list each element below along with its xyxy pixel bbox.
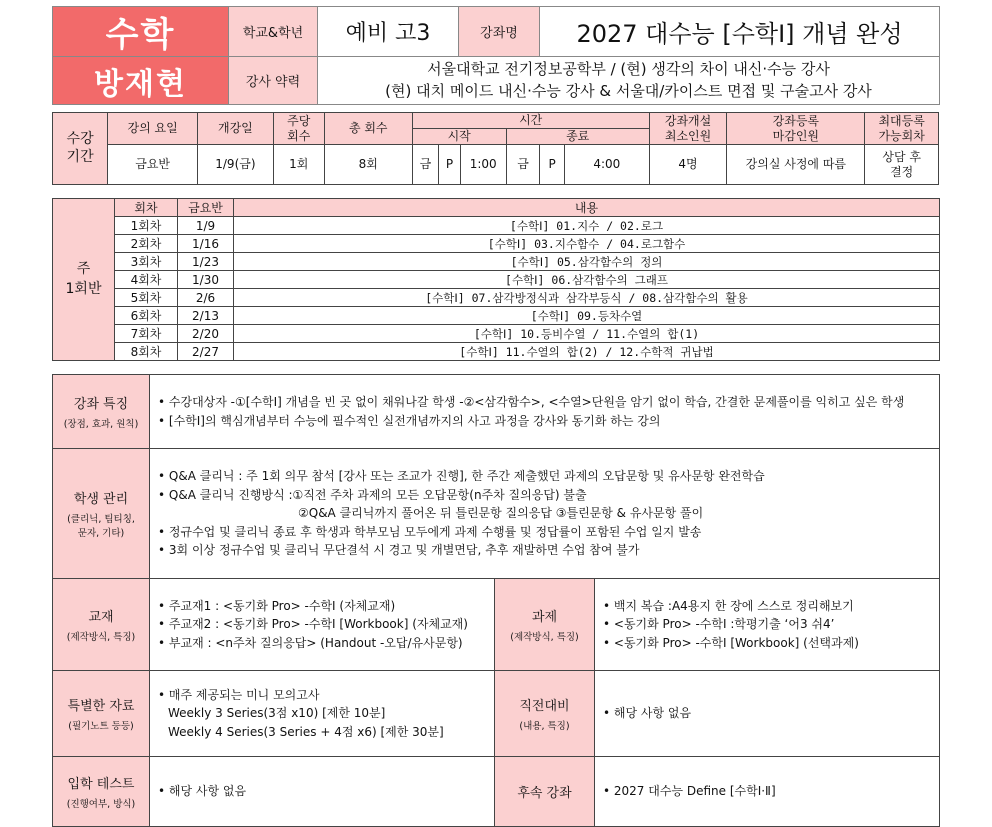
table-row [53, 289, 940, 307]
content-cell: [수학Ⅰ] 09.등차수열 [234, 307, 940, 325]
content-cell: [수학Ⅰ] 01.지수 / 02.로그 [234, 217, 940, 235]
special-label [53, 671, 150, 757]
date-cell: 2/6 [178, 289, 234, 307]
features-label-sub: (장점, 효과, 원칙) [63, 419, 139, 430]
close-header: 강좌등록 마감인원 [727, 113, 865, 145]
table-row [53, 307, 940, 325]
features-label [53, 375, 150, 449]
time-header: 시간 [412, 113, 649, 129]
prep-body [595, 671, 940, 757]
session-cell: 5회차 [115, 289, 178, 307]
content-header: 내용 [234, 199, 940, 217]
entrance-label-main: 입학 테스트 [67, 777, 135, 792]
entrance-line: • 해당 사항 없음 [158, 782, 486, 801]
followup-body [595, 757, 940, 827]
special-body [150, 671, 495, 757]
followup-label-main: 후속 강좌 [517, 786, 572, 801]
entrance-label-sub: (진행여부, 방식) [66, 799, 136, 810]
special-label-main: 특별한 자료 [67, 699, 135, 714]
homework-line: • <동기화 Pro> -수학Ⅰ :학평기출 ‘어3 쉬4’ [603, 615, 931, 634]
end-ampm-value: P [540, 145, 565, 185]
per-week-header: 주당 회수 [273, 113, 324, 145]
start-date-value: 1/9(금) [198, 145, 274, 185]
session-cell: 6회차 [115, 307, 178, 325]
date-cell: 1/9 [178, 217, 234, 235]
features-label-main: 강좌 특징 [73, 397, 129, 412]
day-header: 금요반 [178, 199, 234, 217]
details-table [52, 374, 940, 827]
end-time-value: 4:00 [564, 145, 649, 185]
management-body [150, 449, 940, 579]
session-cell: 2회차 [115, 235, 178, 253]
features-body [150, 375, 940, 449]
total-header: 총 회수 [324, 113, 412, 145]
table-row [53, 271, 940, 289]
prep-label [495, 671, 595, 757]
bio-label: 강사 약력 [229, 57, 318, 105]
course-title: 2027 대수능 [수학Ⅰ] 개념 완성 [540, 7, 940, 57]
day-value: 금요반 [108, 145, 198, 185]
table-row [53, 343, 940, 361]
weekly-side-label: 주 1회반 [53, 199, 115, 361]
management-line: • 3회 이상 정규수업 및 클리닉 무단결석 시 경고 및 개별면담, 추후 재발하면 수업 참여 불가 [158, 541, 931, 560]
feature-line: • [수학Ⅰ]의 핵심개념부터 수능에 필수적인 실전개념까지의 사고 과정을 강사와 동기화 하는 강의 [158, 412, 931, 431]
followup-line: • 2027 대수능 Define [수학Ⅰ·Ⅱ] [603, 782, 931, 801]
special-line: • 매주 제공되는 미니 모의고사 [158, 686, 486, 705]
prep-label-main: 직전대비 [519, 699, 570, 714]
content-cell: [수학Ⅰ] 03.지수함수 / 04.로그함수 [234, 235, 940, 253]
followup-label [495, 757, 595, 827]
homework-label-main: 과제 [531, 610, 558, 625]
textbook-line: • 주교재2 : <동기화 Pro> -수학Ⅰ [Workbook] (자체교재) [158, 615, 486, 634]
end-header: 종료 [506, 129, 649, 145]
date-cell: 2/20 [178, 325, 234, 343]
date-cell: 2/27 [178, 343, 234, 361]
session-cell: 1회차 [115, 217, 178, 235]
weekly-table [52, 198, 940, 361]
close-value: 강의실 사정에 따름 [727, 145, 865, 185]
management-label [53, 449, 150, 579]
textbook-body [150, 579, 495, 671]
bio-line: (현) 대치 메이드 내신·수능 강사 & 서울대/카이스트 면접 및 구술고사 강사 [385, 81, 872, 100]
grade-value: 예비 고3 [318, 7, 459, 57]
content-cell: [수학Ⅰ] 05.삼각함수의 정의 [234, 253, 940, 271]
period-label: 수강 기간 [53, 113, 108, 185]
start-time-value: 1:00 [460, 145, 506, 185]
textbook-line: • 주교재1 : <동기화 Pro> -수학Ⅰ (자체교재) [158, 597, 486, 616]
date-cell: 1/23 [178, 253, 234, 271]
header-table [52, 6, 940, 105]
management-line-cont: ②Q&A 클리닉까지 풀어온 뒤 틀린문항 질의응답 ③틀린문항 & 유사문항 풀이 [298, 506, 704, 521]
prep-label-sub: (내용, 특징) [519, 721, 570, 732]
management-label-main: 학생 관리 [73, 492, 129, 507]
session-cell: 4회차 [115, 271, 178, 289]
date-cell: 1/16 [178, 235, 234, 253]
content-cell: [수학Ⅰ] 07.삼각방정식과 삼각부등식 / 08.삼각함수의 활용 [234, 289, 940, 307]
prep-line: • 해당 사항 없음 [603, 704, 931, 723]
bio-line: 서울대학교 전기정보공학부 / (현) 생각의 차이 내신·수능 강사 [427, 59, 830, 78]
start-header: 시작 [412, 129, 506, 145]
start-ampm-value: P [439, 145, 460, 185]
homework-body [595, 579, 940, 671]
min-students-value: 4명 [649, 145, 727, 185]
end-day-value: 금 [506, 145, 540, 185]
start-date-header: 개강일 [198, 113, 274, 145]
content-cell: [수학Ⅰ] 11.수열의 합(2) / 12.수학적 귀납법 [234, 343, 940, 361]
session-cell: 8회차 [115, 343, 178, 361]
textbook-line: • 부교재 : <n주차 질의응답> (Handout -오답/유사문항) [158, 634, 486, 653]
start-day-value: 금 [412, 145, 439, 185]
management-line: • Q&A 클리닉 : 주 1회 의무 참석 [강사 또는 조교가 진행], 한 주간 제출했던 과제의 오답문항 및 유사문항 완전학습 [158, 467, 931, 486]
management-label-sub: (클리닉, 팀티칭, 문자, 기타) [67, 514, 135, 539]
teacher-name: 방재현 [53, 57, 229, 105]
table-row [53, 217, 940, 235]
total-value: 8회 [324, 145, 412, 185]
management-line: • Q&A 클리닉 진행방식 :①직전 주차 과제의 모든 오답문항(n주차 질의응답) 불출 [158, 486, 931, 505]
date-cell: 2/13 [178, 307, 234, 325]
subject-title: 수학 [53, 7, 229, 57]
special-line: Weekly 3 Series(3점 x10) [제한 10분] [168, 706, 386, 721]
date-cell: 1/30 [178, 271, 234, 289]
table-row [53, 325, 940, 343]
special-label-sub: (필기노트 등등) [68, 721, 134, 732]
homework-label-sub: (제작방식, 특징) [510, 632, 579, 643]
homework-line: • <동기화 Pro> -수학Ⅰ [Workbook] (선택과제) [603, 634, 931, 653]
session-header: 회차 [115, 199, 178, 217]
management-line: • 정규수업 및 클리닉 종료 후 학생과 학부모님 모두에게 과제 수행률 및 정답률이 포함된 수업 일지 발송 [158, 523, 931, 542]
textbook-label-main: 교재 [88, 610, 114, 625]
special-line: Weekly 4 Series(3 Series + 4점 x6) [제한 30분] [168, 724, 444, 739]
max-header: 최대등록 가능회차 [865, 113, 939, 145]
teacher-bio [318, 57, 940, 105]
content-cell: [수학Ⅰ] 06.삼각함수의 그래프 [234, 271, 940, 289]
max-value: 상담 후 결정 [865, 145, 939, 185]
textbook-label-sub: (제작방식, 특징) [66, 632, 136, 643]
per-week-value: 1회 [273, 145, 324, 185]
table-row [53, 253, 940, 271]
homework-line: • 백지 복습 :A4용지 한 장에 스스로 정리해보기 [603, 597, 931, 616]
grade-label: 학교&학년 [229, 7, 318, 57]
entrance-body [150, 757, 495, 827]
min-students-header: 강좌개설 최소인원 [649, 113, 727, 145]
session-cell: 3회차 [115, 253, 178, 271]
schedule-table [52, 112, 939, 185]
session-cell: 7회차 [115, 325, 178, 343]
textbook-label [53, 579, 150, 671]
course-label: 강좌명 [459, 7, 540, 57]
feature-line: • 수강대상자 -①[수학Ⅰ] 개념을 빈 곳 없이 채워나갈 학생 -②<삼각함수>, <수열>단원을 암기 없이 학습, 간결한 문제풀이를 익히고 싶은 학생 [158, 393, 931, 412]
content-cell: [수학Ⅰ] 10.등비수열 / 11.수열의 합(1) [234, 325, 940, 343]
day-header: 강의 요일 [108, 113, 198, 145]
table-row [53, 235, 940, 253]
entrance-label [53, 757, 150, 827]
homework-label [495, 579, 595, 671]
